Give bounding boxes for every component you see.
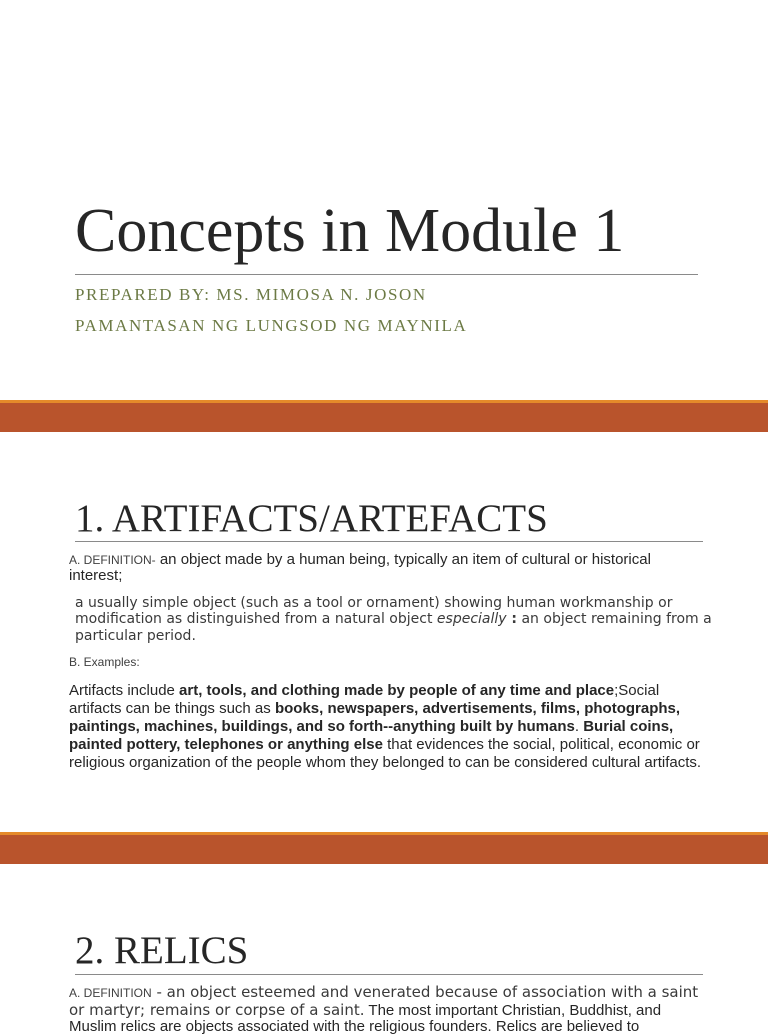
prepared-by: PREPARED BY: MS. MIMOSA N. JOSON xyxy=(75,285,427,304)
slide-relics xyxy=(0,864,768,1035)
page-title: Concepts in Module 1 xyxy=(75,197,625,265)
definition-label: A. DEFINITION- xyxy=(69,553,156,567)
heading-rule xyxy=(75,974,703,975)
title-rule xyxy=(75,274,698,275)
slide-title-page xyxy=(0,0,768,400)
institution: PAMANTASAN NG LUNGSOD NG MAYNILA xyxy=(75,316,468,335)
slide-divider xyxy=(0,400,768,432)
definition-paragraph xyxy=(69,552,699,584)
slide-divider xyxy=(0,832,768,864)
slide-heading: 1. ARTIFACTS/ARTEFACTS xyxy=(75,497,548,540)
second-definition: a usually simple object (such as a tool or ornament) showing human workmanship or modification as distinguished from a natural object especially : an object remaining from a particular period. xyxy=(75,595,712,644)
examples-paragraph: Artifacts include art, tools, and clothing made by people of any time and place;Social artifacts can be things such as books, newspapers, advertisements, films, photographs, paintings, machines, buildings, and so forth--anything built by humans. Burial coins, painted pottery, telephones or anything else that evidences the social, political, economic or religious organization of the people whom they belonged to can be considered cultural artifacts. xyxy=(69,682,702,771)
slide-heading: 2. RELICS xyxy=(75,929,249,972)
definition-text: - an object esteemed and venerated because of association with a saint or martyr; remains or corpse of a saint. xyxy=(69,983,699,1019)
slide-artifacts xyxy=(0,432,768,832)
definition-extra: The most important Christian, Buddhist, and Muslim relics are objects associated with the religious founders. Relics are believed to xyxy=(69,1001,662,1035)
examples-label: B. Examples: xyxy=(69,655,140,669)
definition-paragraph xyxy=(69,984,709,1035)
definition-label: A. DEFINITION xyxy=(69,986,152,1000)
definition-text: an object made by a human being, typically an item of cultural or historical interest; xyxy=(69,551,651,584)
heading-rule xyxy=(75,541,703,542)
